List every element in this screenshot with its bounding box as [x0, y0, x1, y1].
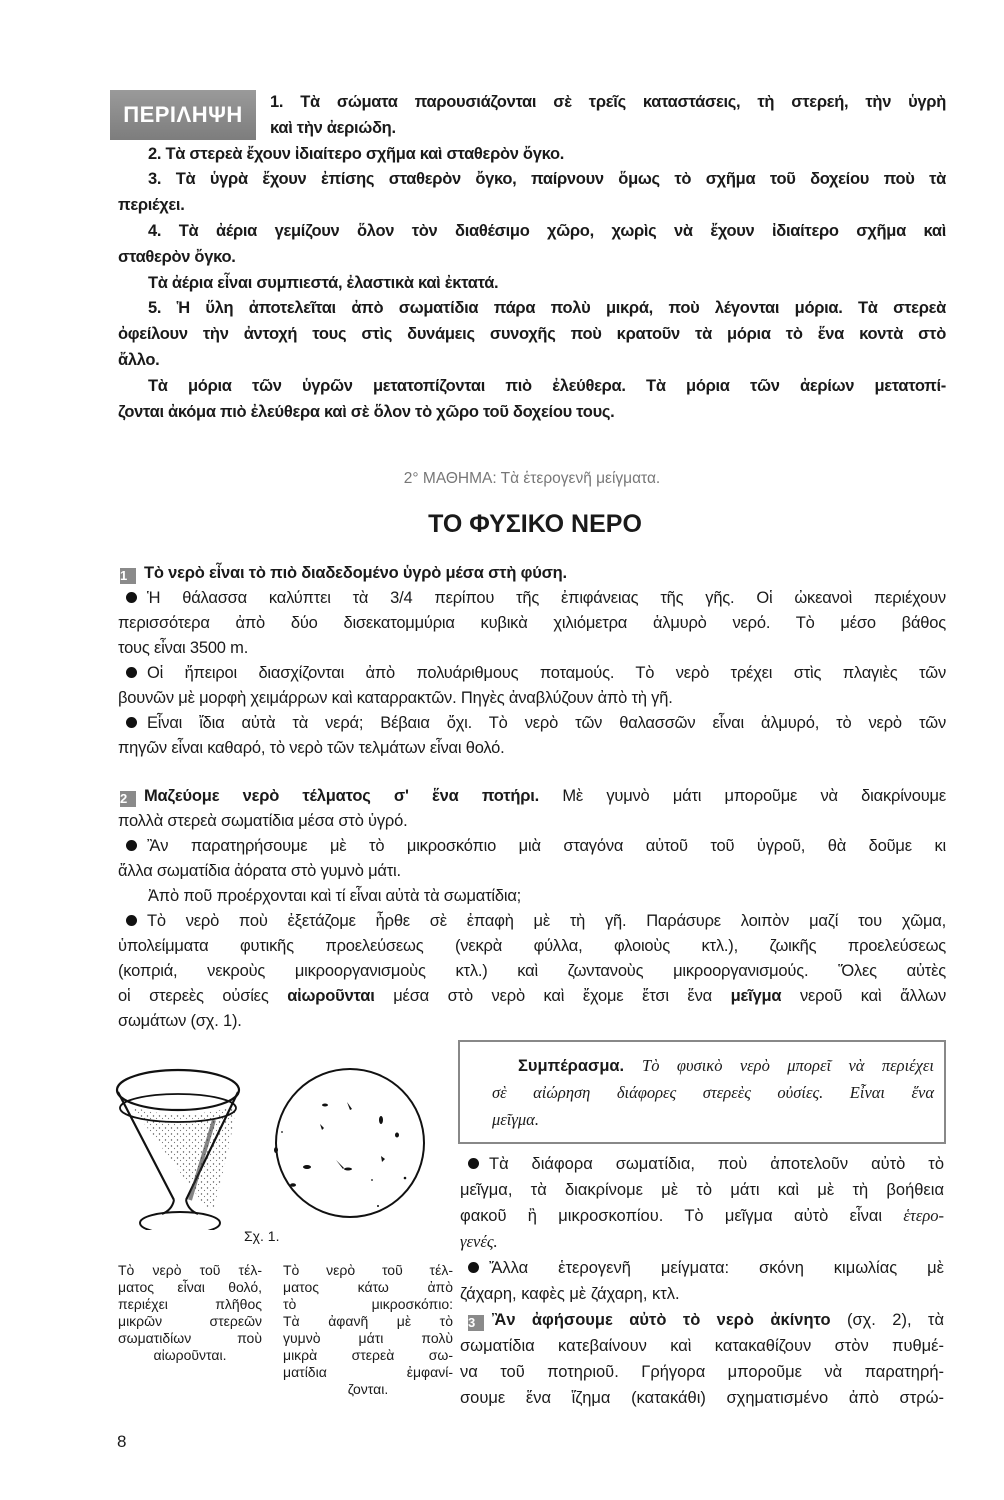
figure-label: Σχ. 1. [244, 1228, 280, 1244]
text: σουμε ἕνα ἵζημα (κατακάθι) σχηματισμένο ἀπὸ στρώ- [460, 1389, 944, 1407]
section-2-first-line [118, 784, 946, 809]
summary-badge: ΠΕΡΙΛΗΨΗ [110, 90, 256, 140]
text: ζονται ἀκόμα πιὸ ἐλεύθερα καὶ σὲ ὅλον τὸ χῶρο τοῦ δοχείου τους. [118, 402, 615, 421]
text-line [460, 1385, 944, 1411]
summary-item-5 [118, 296, 946, 373]
bullet-icon [126, 592, 137, 603]
text: Τὸ νερὸ ποὺ ἐξετάζομε ἦρθε σὲ ἐπαφὴ μὲ τὴ γῆ. Παράσυρε λοιπὸν μαζί του χῶμα, [147, 912, 946, 930]
text-line [118, 271, 946, 297]
text-line [118, 193, 946, 219]
section-number-badge: 2 [120, 791, 136, 807]
text-line: πολλὰ στερεὰ σωματίδια μέσα στὸ ὑγρό. [118, 812, 408, 830]
text: πηγῶν εἶναι καθαρό, τὸ νερὸ τῶν τελμάτων εἶναι θολό. [118, 739, 505, 757]
text-line [270, 116, 946, 142]
section-heading-text: Ἂν ἀφήσουμε αὐτὸ τὸ νερὸ ἀκίνητο [492, 1311, 831, 1329]
text: Τὸ νερὸ τοῦ τέλ- [118, 1262, 262, 1278]
text: καὶ τὴν ἀεριώδη. [270, 118, 396, 137]
text: σταθερὸν ὄγκο. [118, 247, 236, 266]
text-line [118, 636, 946, 661]
text-line: οἱ στερεὲς οὐσίες αἰωροῦνται μέσα στὸ νερὸ καὶ ἔχομε ἔτσι ἕνα μεῖγμα νεροῦ καὶ ἄλλων [118, 987, 946, 1005]
lesson-heading: 2° ΜΑΘΗΜΑ: Τὰ ἑτερογενῆ μείγματα. [403, 470, 661, 487]
text-line [118, 686, 946, 711]
text-line [283, 1347, 453, 1364]
text: Τὰ ἀέρια εἶναι συμπιεστά, ἐλαστικὰ καὶ ἐκτατά. [148, 273, 499, 292]
text-line [118, 374, 946, 400]
text-line [118, 1279, 262, 1296]
text: 2. Τὰ στερεὰ ἔχουν ἰδιαίτερο σχῆμα καὶ σταθερὸν ὄγκο. [148, 144, 565, 163]
caption-glass [118, 1262, 262, 1364]
text: Μὲ γυμνὸ μάτι μποροῦμε νὰ διακρίνουμε [562, 787, 946, 805]
text-line [118, 296, 946, 322]
text-line [118, 586, 946, 611]
text: να τοῦ ποτηριοῦ. Γρήγορα μποροῦμε νὰ παρατηρή- [460, 1363, 944, 1381]
conclusion-box [458, 1040, 946, 1144]
text-line [283, 1381, 453, 1398]
text: 3. Τὰ ὑγρὰ ἔχουν ἐπίσης σταθερὸν ὄγκο, παίρνουν ὅμως τὸ σχῆμα τοῦ δοχείου ποὺ τὰ [148, 170, 946, 189]
text-line [460, 1255, 944, 1281]
text-line [283, 1364, 453, 1381]
text-line [118, 611, 946, 636]
paragraph-sea [118, 586, 946, 661]
bullet-icon [126, 667, 137, 678]
text: αἰωροῦνται. [153, 1347, 227, 1363]
bullet-icon [126, 915, 137, 926]
summary-molecules [118, 374, 946, 426]
text-line [118, 884, 946, 909]
text-line [460, 1177, 944, 1203]
text: τους εἶναι 3500 m. [118, 639, 249, 657]
text-line [118, 348, 946, 374]
text-line [118, 400, 946, 426]
paragraph-particles [460, 1151, 944, 1203]
text-line [118, 167, 946, 193]
text: περισσότερα ἀπὸ δύο δισεκατομμύρια κυβικὰ χιλιόμετρα ἁλμυρὸ νερό. Τὸ μέσο βάθος [118, 614, 946, 632]
text: μεῖγμα, τὰ διακρίνομε μὲ τὸ μάτι καὶ μὲ τὴ βοήθεια [460, 1181, 944, 1199]
text: μικρὰ στερεὰ σω- [283, 1347, 453, 1363]
caption-microscope [283, 1262, 453, 1398]
text: βουνῶν μὲ μορφὴ χειμάρρων καὶ καταρρακτῶν. Πηγὲς ἀναβλύζουν ἀπὸ τὴ γῆ. [118, 689, 673, 707]
text: ζονται. [347, 1381, 389, 1397]
text: Τὰ ἀφανῆ μὲ τὸ [283, 1313, 453, 1329]
page-title: ΤΟ ΦΥΣΙΚΟ ΝΕΡΟ [428, 510, 642, 538]
text: μικρῶν στερεῶν [118, 1313, 262, 1329]
text-line [283, 1262, 453, 1279]
summary-item-3 [118, 167, 946, 219]
text: ἄλλο. [118, 350, 160, 369]
text-line [270, 90, 946, 116]
text-line [118, 711, 946, 736]
paragraph-question [118, 884, 946, 909]
text-line: φακοῦ ἢ μικροσκοπίου. Τὸ μεῖγμα αὐτὸ εἶναι ἑτερο- [460, 1206, 944, 1225]
section-1-heading [118, 561, 946, 586]
section-2 [118, 784, 946, 1034]
paragraph-rivers [118, 661, 946, 711]
text: 1. Τὰ σώματα παρουσιάζονται σὲ τρεῖς καταστάσεις, τὴ στερεή, τὴν ὑγρὴ [270, 93, 946, 111]
figure-glass-and-microscope [110, 1060, 450, 1230]
conclusion-text: σὲ αἰώρηση διάφορες στερεὲς οὐσίες. Εἶναι ἕνα [492, 1083, 934, 1102]
text-line: σωμάτων (σχ. 1). [118, 1012, 242, 1030]
page-number: 8 [117, 1432, 127, 1451]
text-line [118, 736, 946, 761]
paragraph-microscope [118, 834, 946, 884]
text: Ἄλλα ἑτερογενῆ μείγματα: σκόνη κιμωλίας μὲ [489, 1259, 944, 1277]
text: σωματιδίων ποὺ [118, 1330, 262, 1346]
conclusion-text: Τὸ φυσικὸ νερὸ μπορεῖ νὰ περιέχει [642, 1056, 934, 1075]
text: 5. Ἡ ὕλη ἀποτελεῖται ἀπὸ σωματίδια πάρα πολὺ μικρά, ποὺ λέγονται μόρια. Τὰ στερεὰ [148, 299, 946, 318]
text-line [118, 245, 946, 271]
paragraph-waters [118, 711, 946, 761]
section-number-badge: 1 [120, 568, 136, 584]
summary-item-1 [270, 90, 946, 142]
text: ὑπολείμματα φυτικῆς προελεύσεως (νεκρὰ φύλλα, φλοιοὺς κτλ.), ζωικῆς προελεύσεως [118, 937, 946, 955]
text-line [118, 934, 946, 959]
text: ματίδια ἐμφανί- [283, 1364, 453, 1380]
text-line [118, 661, 946, 686]
text-line [118, 959, 946, 984]
text-line [118, 1330, 262, 1347]
text-line [460, 1333, 944, 1359]
text: τὸ μικροσκόπιο: [283, 1296, 453, 1312]
text: Τὰ διάφορα σωματίδια, ποὺ ἀποτελοῦν αὐτὸ τὸ [489, 1155, 944, 1173]
text: σωματίδια κατεβαίνουν καὶ κατακαθίζουν στὸν πυθμέ- [460, 1337, 944, 1355]
text-line [118, 859, 946, 884]
text-line [118, 1262, 262, 1279]
text-line [118, 322, 946, 348]
text: γυμνὸ μάτι πολὺ [283, 1330, 453, 1346]
summary-gases [118, 271, 946, 297]
section-number-badge: 3 [468, 1315, 484, 1331]
text-line [460, 1281, 944, 1307]
text-line [283, 1330, 453, 1347]
text-line: γενές. [460, 1232, 498, 1251]
text: 4. Τὰ ἀέρια γεμίζουν ὅλον τὸν διαθέσιμο χῶρο, χωρὶς νὰ ἔχουν ἰδιαίτερο σχῆμα καὶ [148, 222, 946, 240]
bullet-icon [126, 840, 137, 851]
text: Ἂν παρατηρήσουμε μὲ τὸ μικροσκόπιο μιὰ σταγόνα αὐτοῦ τοῦ ὑγροῦ, θὰ δοῦμε κι [147, 837, 946, 855]
text: ματος κάτω ἀπὸ [283, 1279, 453, 1295]
text-line [460, 1359, 944, 1385]
text: Εἶναι ἴδια αὐτὰ τὰ νερά; Βέβαια ὄχι. Τὸ νερὸ τῶν θαλασσῶν εἶναι ἁλμυρό, τὸ νερὸ τῶν [147, 714, 946, 732]
text-line [460, 1151, 944, 1177]
section-heading-text: Μαζεύομε νερὸ τέλματος σ' ἕνα ποτήρι. [144, 787, 540, 805]
text: ζάχαρη, καφὲς μὲ ζάχαρη, κτλ. [460, 1285, 680, 1303]
text: ματος εἶναι θολό, [118, 1279, 262, 1295]
text: ὀφείλουν τὴν ἀντοχή τους στὶς δυνάμεις συνοχῆς ποὺ κρατοῦν τὰ μόρια τὸ ἕνα κοντὰ στὸ [118, 325, 946, 344]
text-line [283, 1279, 453, 1296]
section-3-first-line: 3 Ἂν ἀφήσουμε αὐτὸ τὸ νερὸ ἀκίνητο (σχ. 2), τὰ [468, 1311, 944, 1330]
text-line [283, 1313, 453, 1330]
conclusion-label: Συμπέρασμα. [518, 1057, 625, 1075]
right-column [460, 1151, 944, 1411]
text-line [118, 1313, 262, 1330]
text: Ἡ θάλασσα καλύπτει τὰ 3/4 περίπου τῆς ἐπιφάνειας τῆς γῆς. Οἱ ὠκεανοὶ περιέχουν [147, 589, 946, 607]
section-heading-text: Τὸ νερὸ εἶναι τὸ πιὸ διαδεδομένο ὑγρὸ μέσα στὴ φύση. [144, 564, 567, 582]
text-line [118, 1347, 262, 1364]
section-1 [118, 561, 946, 761]
section-3-text [460, 1333, 944, 1411]
text: Τὸ νερὸ τοῦ τέλ- [283, 1262, 453, 1278]
paragraph-other-mixtures [460, 1255, 944, 1307]
term-mixture: μεῖγμα [730, 987, 782, 1005]
text: περιέχει. [118, 196, 185, 215]
conclusion-text: μεῖγμα. [492, 1110, 539, 1129]
bullet-icon [468, 1262, 479, 1273]
glass-illustration [117, 1070, 239, 1230]
text-line [118, 142, 946, 168]
term-suspended: αἰωροῦνται [287, 987, 375, 1005]
term-heterogeneous: ἑτερο- [903, 1206, 944, 1225]
summary-item-2 [118, 142, 946, 168]
text-line [283, 1296, 453, 1313]
paragraph-origin [118, 909, 946, 984]
text-line [118, 909, 946, 934]
bullet-icon [468, 1158, 479, 1169]
text: (κοπριά, νεκροὺς μικροοργανισμοὺς κτλ.) καὶ ζωντανοὺς μικροοργανισμούς. Ὅλες αὐτὲς [118, 962, 946, 980]
text-line [118, 219, 946, 245]
bullet-icon [126, 717, 137, 728]
text: ἄλλα σωματίδια ἀόρατα στὸ γυμνὸ μάτι. [118, 862, 401, 880]
summary-item-4 [118, 219, 946, 271]
text: Τὰ μόρια τῶν ὑγρῶν μετατοπίζονται πιὸ ἐλεύθερα. Τὰ μόρια τῶν ἀερίων μετατοπί- [148, 377, 946, 395]
text: Οἱ ἤπειροι διασχίζονται ἀπὸ πολυάριθμους ποταμούς. Τὸ νερὸ τρέχει στὶς πλαγιὲς τῶν [147, 664, 946, 682]
text-line [118, 1296, 262, 1313]
text: Ἀπὸ ποῦ προέρχονται καὶ τί εἶναι αὐτὰ τὰ σωματίδια; [148, 887, 522, 905]
text-line [118, 834, 946, 859]
microscope-view-illustration [274, 1069, 424, 1217]
text: περιέχει πλῆθος [118, 1296, 262, 1312]
